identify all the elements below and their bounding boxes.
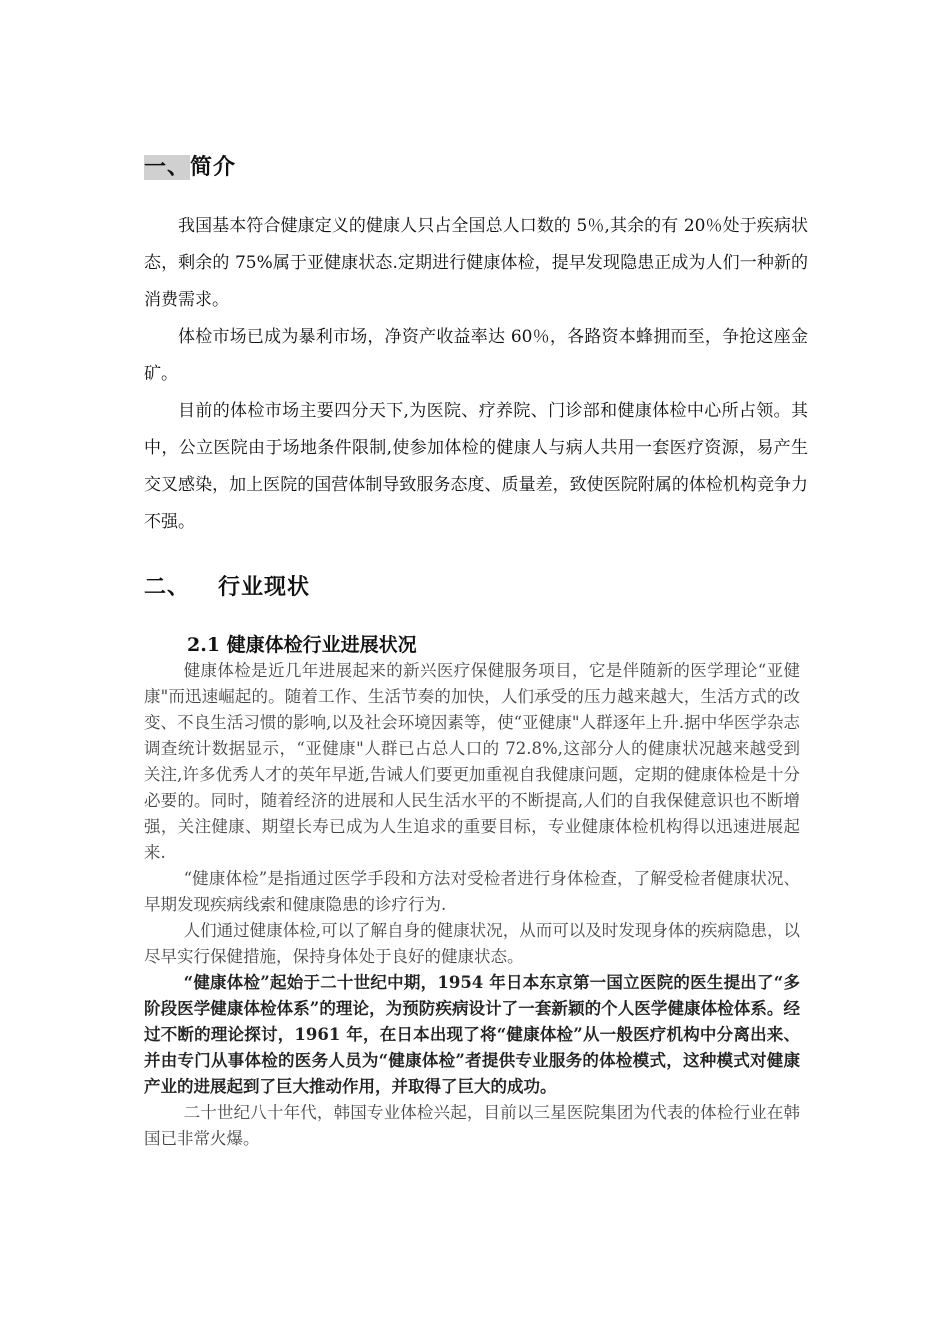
heading-number: 一、	[144, 155, 191, 180]
paragraph: 目前的体检市场主要四分天下,为医院、疗养院、门诊部和健康体检中心所占领。其中，公立医院由于场地条件限制,使参加体检的健康人与病人共用一套医疗资源，易产生交叉感染，加上医院的国营体制导致服务态度、质量差，致使医院附属的体检机构竞争力不强。	[144, 401, 808, 532]
intro-body	[144, 208, 808, 541]
section-heading-intro	[144, 150, 236, 181]
paragraph: 我国基本符合健康定义的健康人只占全国总人口数的 5％,其余的有 20％处于疾病状态，剩余的 75%属于亚健康状态.定期进行健康体检，提早发现隐患正成为人们一种新的消费需求。	[144, 216, 808, 310]
heading-title: 行业现状	[218, 575, 311, 600]
paragraph-bold: “健康体检”起始于二十世纪中期，1954 年日本东京第一国立医院的医生提出了“多阶段医学健康体检体系”的理论，为预防疾病设计了一套新颖的个人医学健康体检体系。经过不断的理论探讨，1961 年，在日本出现了将“健康体检”从一般医疗机构中分离出来、并由专门从事体检的医务人员为“健康体检”者提供专业服务的体检模式，这种模式对健康产业的进展起到了巨大推动作用，并取得了巨大的成功。	[144, 973, 800, 1096]
paragraph: 人们通过健康体检,可以了解自身的健康状况，从而可以及时发现身体的疾病隐患，以尽早实行保健措施，保持身体处于良好的健康状态。	[144, 921, 800, 966]
subsection-heading: 2.1 健康体检行业进展状况	[187, 634, 417, 656]
industry-body	[144, 658, 800, 1152]
heading-number: 二、	[144, 575, 191, 600]
heading-title: 简介	[190, 155, 237, 180]
paragraph: 二十世纪八十年代，韩国专业体检兴起，目前以三星医院集团为代表的体检行业在韩国已非常火爆。	[144, 1103, 800, 1148]
section-heading-industry	[144, 570, 310, 601]
paragraph: 健康体检是近几年进展起来的新兴医疗保健服务项目，它是伴随新的医学理论“亚健康"而迅速崛起的。随着工作、生活节奏的加快，人们承受的压力越来越大，生活方式的改变、不良生活习惯的影响,以及社会环境因素等，使“亚健康"人群逐年上升.据中华医学杂志调查统计数据显示，“亚健康"人群已占总人口的 72.8%,这部分人的健康状况越来越受到关注,许多优秀人才的英年早逝,告诫人们要更加重视自我健康问题，定期的健康体检是十分必要的。同时，随着经济的进展和人民生活水平的不断提高,人们的自我保健意识也不断增强，关注健康、期望长寿已成为人生追求的重要目标，专业健康体检机构得以迅速进展起来.	[144, 661, 800, 862]
paragraph: 体检市场已成为暴利市场，净资产收益率达 60％，各路资本蜂拥而至，争抢这座金矿。	[144, 327, 808, 384]
paragraph: “健康体检”是指通过医学手段和方法对受检者进行身体检查，了解受检者健康状况、早期发现疾病线索和健康隐患的诊疗行为.	[144, 869, 800, 914]
